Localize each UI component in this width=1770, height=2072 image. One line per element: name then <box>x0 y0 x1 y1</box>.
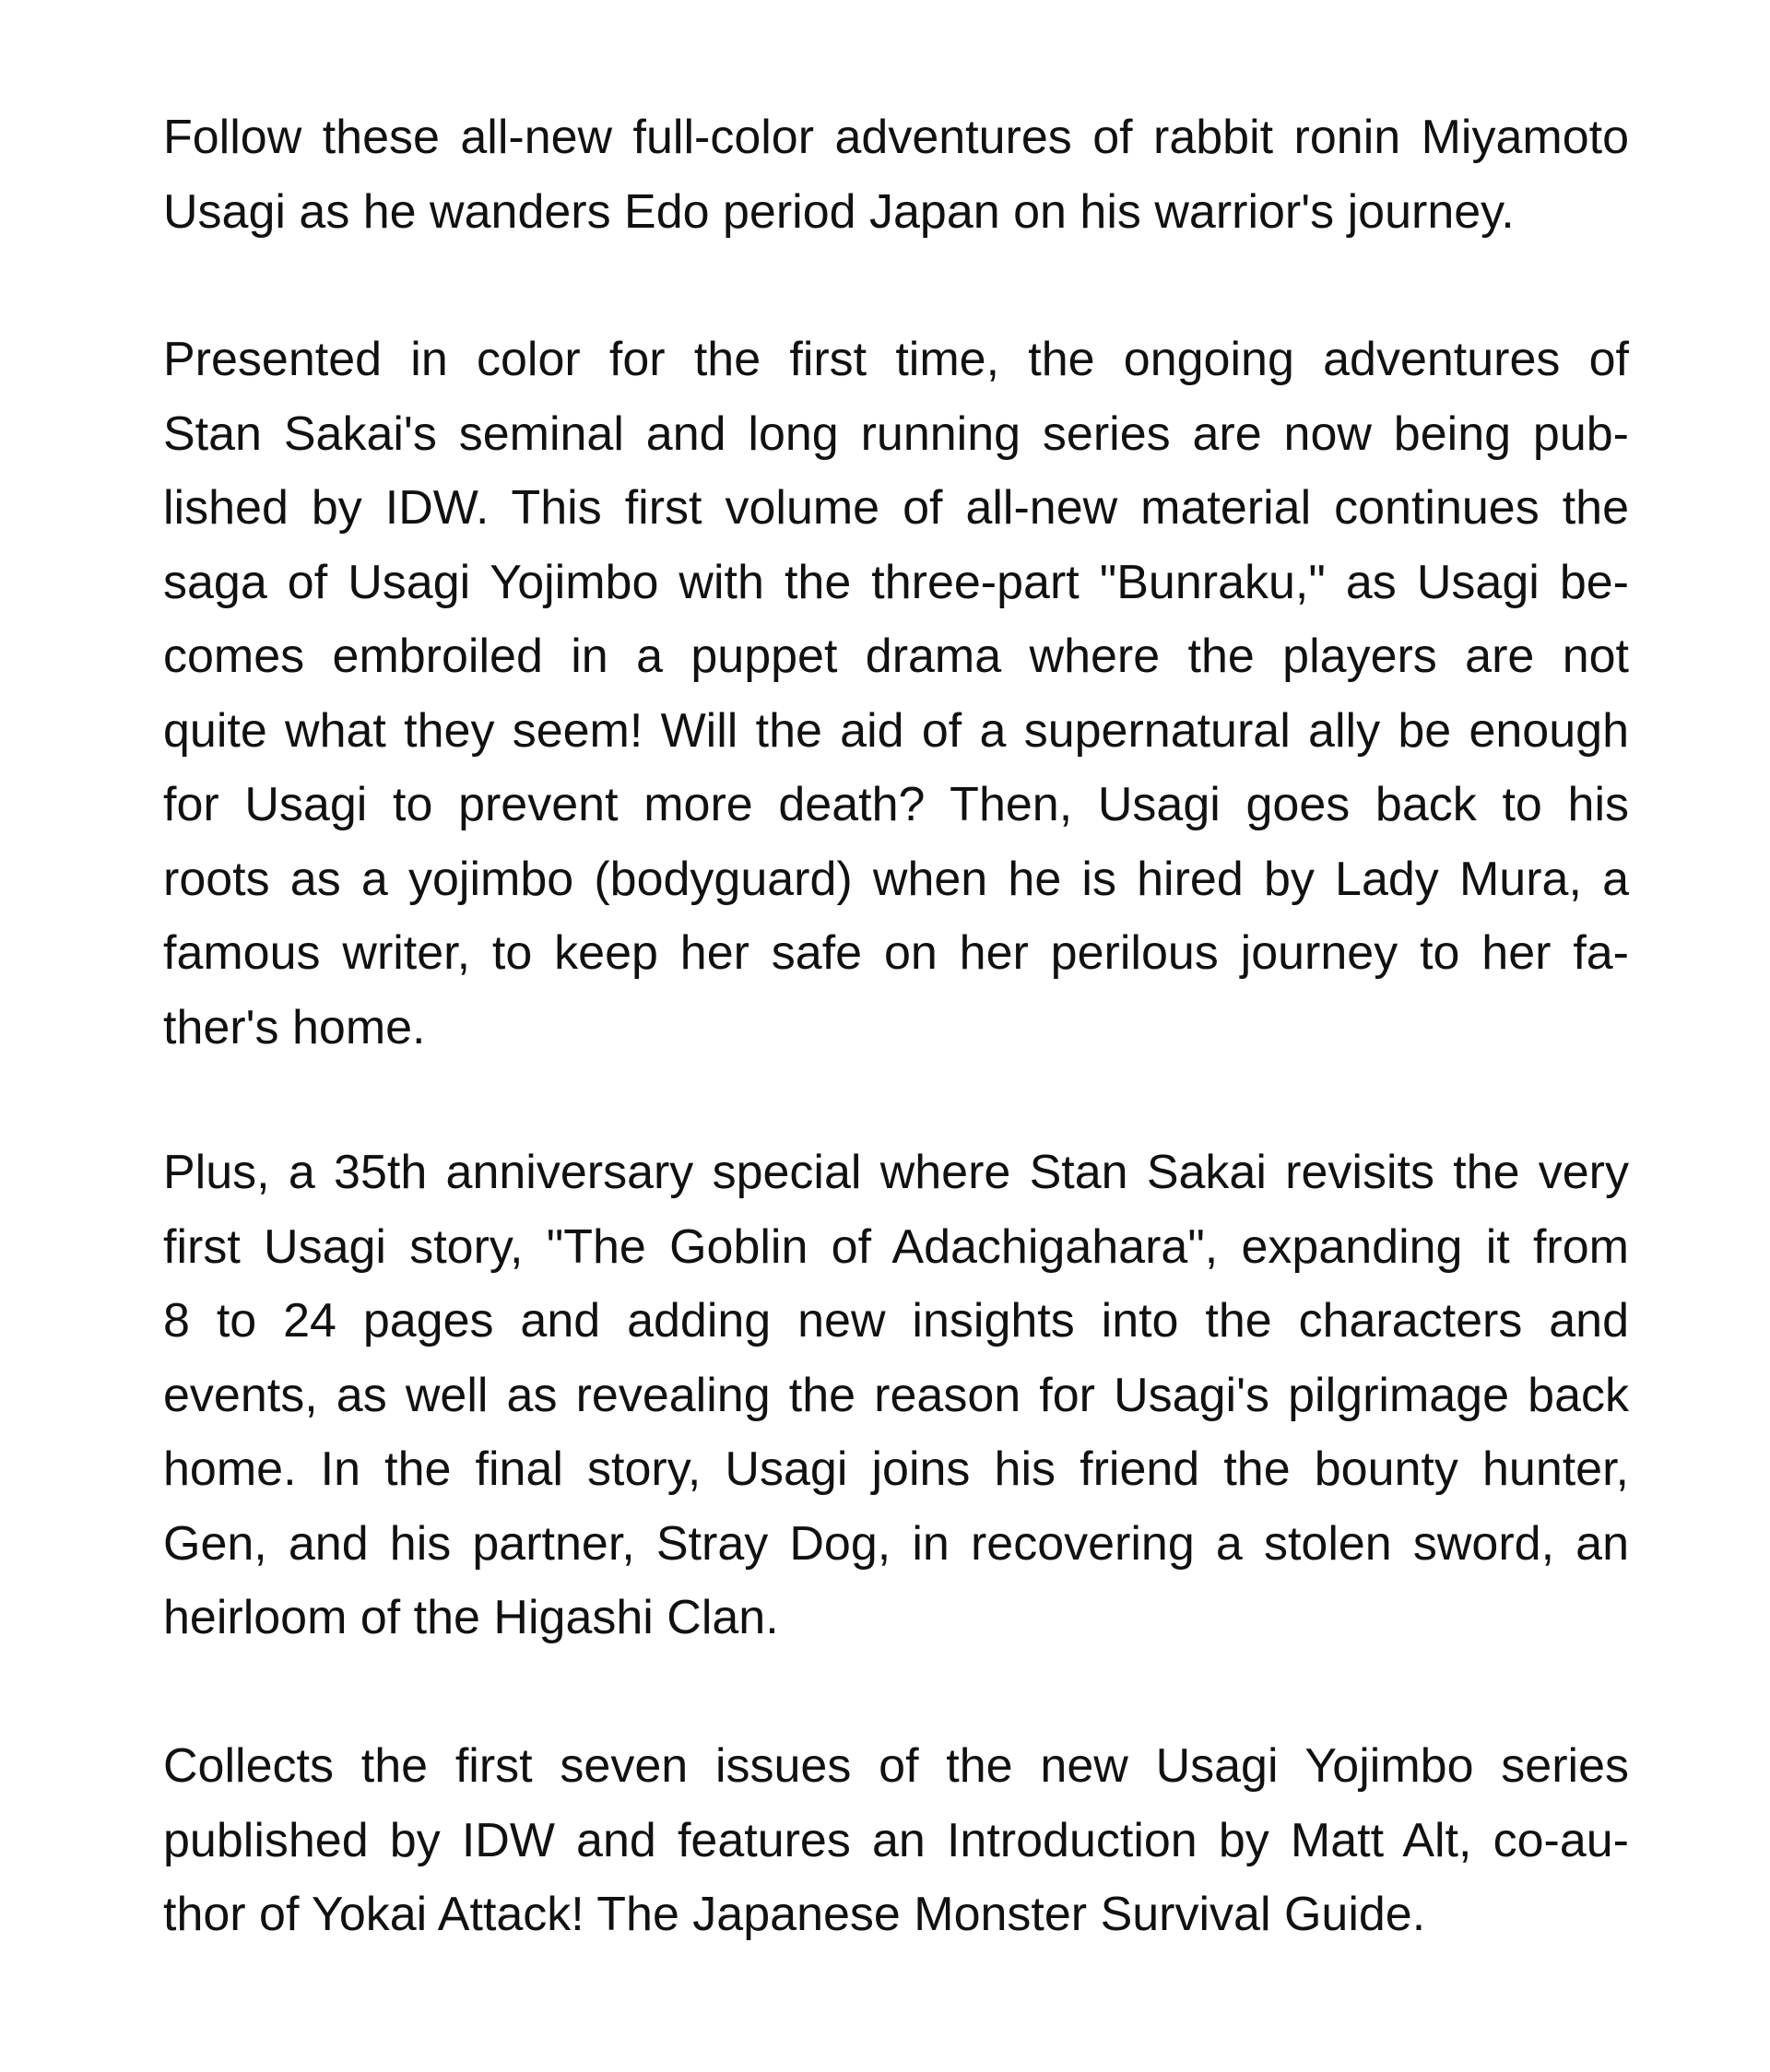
text-line: first Usagi story, "The Goblin of Adachigahara", expanding it from <box>163 1219 1629 1274</box>
text-line: quite what they seem! Will the aid of a supernatural ally be enough <box>163 703 1629 758</box>
text-line: famous writer, to keep her safe on her perilous journey to her fa- <box>163 926 1629 980</box>
text-line: Presented in color for the first time, the ongoing adventures of <box>163 333 1629 386</box>
text-line: home. In the final story, Usagi joins his friend the bounty hunter, <box>163 1442 1629 1496</box>
text-line: roots as a yojimbo (bodyguard) when he is hired by Lady Mura, a <box>163 852 1629 906</box>
paragraph-anniversary <box>163 1136 1629 1655</box>
paragraph-intro <box>163 100 1629 249</box>
paragraph-collects <box>163 1729 1629 1952</box>
text-line: Gen, and his partner, Stray Dog, in recovering a stolen sword, an <box>163 1516 1629 1571</box>
description-page <box>163 0 1629 2072</box>
paragraph-bunraku <box>163 323 1629 1065</box>
text-line: heirloom of the Higashi Clan. <box>163 1591 779 1644</box>
text-line: Usagi as he wanders Edo period Japan on his warrior's journey. <box>163 184 1515 239</box>
text-line: Stan Sakai's seminal and long running series are now being pub- <box>163 406 1629 461</box>
text-line: comes embroiled in a puppet drama where the players are not <box>163 630 1629 683</box>
text-line: lished by IDW. This first volume of all-new material continues the <box>163 481 1629 535</box>
text-line: published by IDW and features an Introduction by Matt Alt, co-au- <box>163 1813 1629 1867</box>
text-line: ther's home. <box>163 1000 426 1054</box>
text-line: 8 to 24 pages and adding new insights into the characters and <box>163 1294 1629 1348</box>
text-line: Plus, a 35th anniversary special where Stan Sakai revisits the very <box>163 1146 1629 1199</box>
text-line: thor of Yokai Attack! The Japanese Monster Survival Guide. <box>163 1888 1426 1941</box>
text-line: events, as well as revealing the reason for Usagi's pilgrimage back <box>163 1368 1629 1422</box>
text-line: saga of Usagi Yojimbo with the three-part "Bunraku," as Usagi be- <box>163 555 1629 609</box>
text-line: Collects the first seven issues of the new Usagi Yojimbo series <box>163 1739 1629 1793</box>
text-line: for Usagi to prevent more death? Then, Usagi goes back to his <box>163 778 1629 831</box>
text-line: Follow these all-new full-color adventures of rabbit ronin Miyamoto <box>163 111 1629 164</box>
